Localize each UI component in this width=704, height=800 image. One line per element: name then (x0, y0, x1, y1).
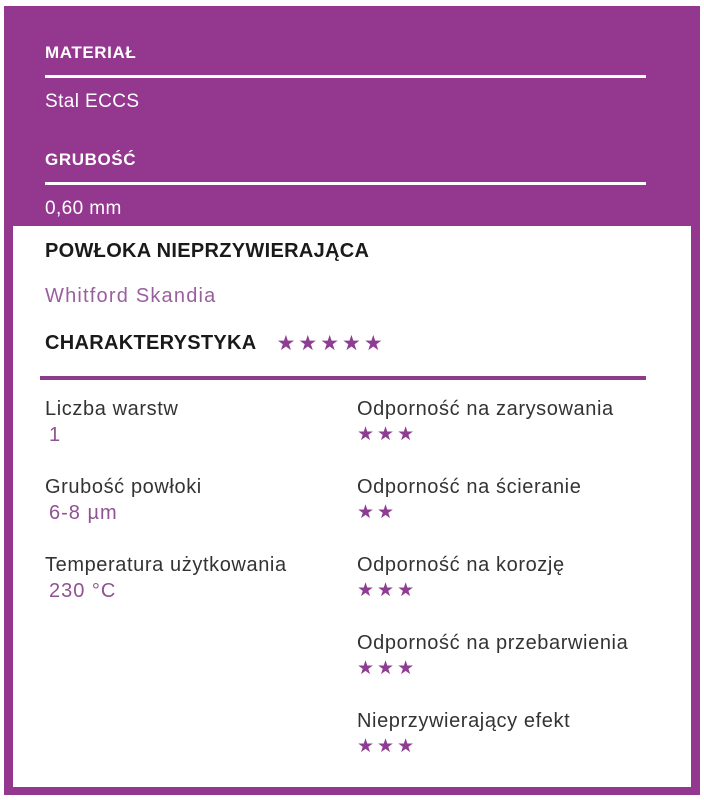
material-value: Stal ECCS (45, 91, 140, 112)
rating-entry-abrasion-resistance (357, 475, 691, 525)
spec-label: Temperatura użytkowania (45, 554, 287, 576)
rating-label: Odporność na przebarwienia (357, 632, 629, 654)
thickness-underline (45, 182, 646, 185)
material-section (4, 6, 700, 226)
spec-card (4, 6, 700, 795)
characteristics-title: CHARAKTERYSTYKA (45, 332, 257, 354)
spec-entry-layers (45, 397, 357, 447)
rating-stars: ★★ (357, 502, 398, 523)
material-underline (45, 75, 646, 78)
left-column (45, 397, 357, 787)
coating-card (13, 226, 691, 787)
thickness-label: GRUBOŚĆ (45, 150, 137, 169)
spec-value: 6-8 µm (49, 502, 118, 524)
rating-stars: ★★★ (357, 580, 418, 601)
right-column (357, 397, 691, 787)
spec-value: 1 (49, 424, 62, 446)
spec-entry-usage-temperature (45, 553, 357, 603)
rating-entry-corrosion-resistance (357, 553, 691, 603)
spec-value: 230 °C (49, 580, 117, 602)
rating-label: Nieprzywierający efekt (357, 710, 571, 732)
thickness-value: 0,60 mm (45, 198, 122, 219)
rating-stars: ★★★ (357, 424, 418, 445)
rating-label: Odporność na ścieranie (357, 476, 582, 498)
coating-title: POWŁOKA NIEPRZYWIERAJĄCA (45, 240, 370, 262)
rating-entry-nonstick-effect (357, 709, 691, 759)
material-field (45, 43, 650, 113)
material-label: MATERIAŁ (45, 43, 137, 62)
rating-stars: ★★★ (357, 658, 418, 679)
rating-label: Odporność na korozję (357, 554, 565, 576)
rating-entry-discoloration-resistance (357, 631, 691, 681)
spec-columns (45, 397, 691, 787)
characteristics-rating-stars: ★★★★★ (276, 331, 386, 355)
spec-label: Grubość powłoki (45, 476, 202, 498)
rating-label: Odporność na zarysowania (357, 398, 614, 420)
section-divider (40, 376, 646, 380)
rating-entry-scratch-resistance (357, 397, 691, 447)
rating-stars: ★★★ (357, 736, 418, 757)
spec-label: Liczba warstw (45, 398, 179, 420)
thickness-field (45, 150, 650, 220)
coating-brand: Whitford Skandia (45, 285, 217, 307)
characteristics-row (45, 332, 691, 355)
spec-entry-coating-thickness (45, 475, 357, 525)
